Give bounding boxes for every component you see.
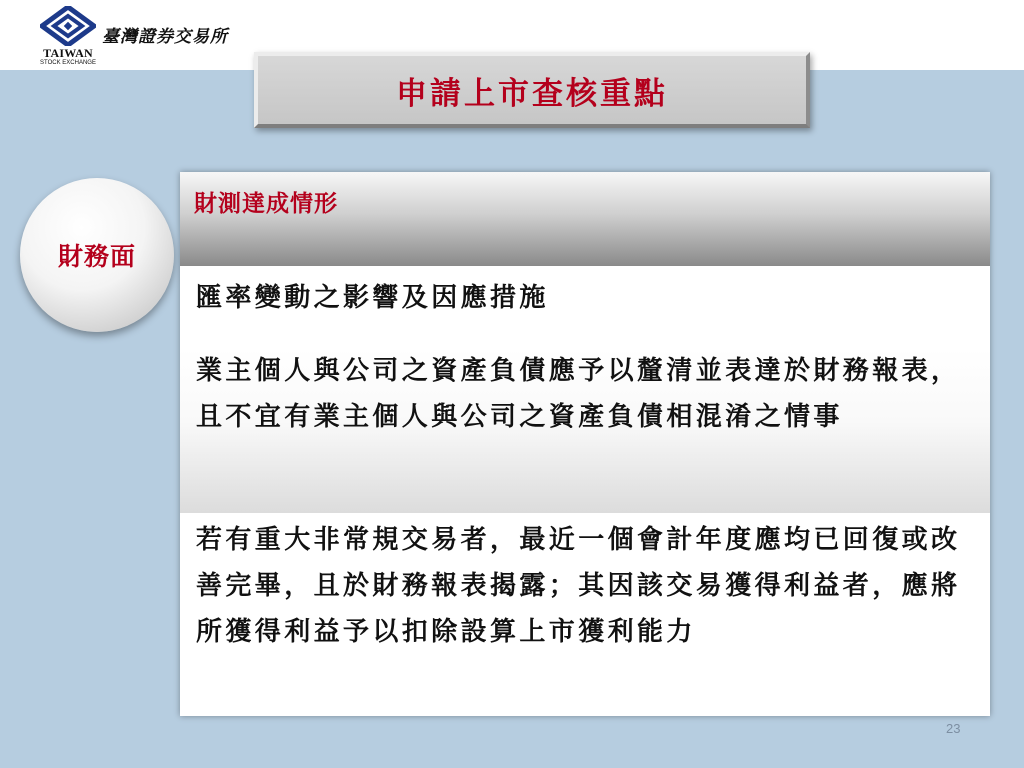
content-panel: [180, 172, 990, 716]
twse-logo: [36, 6, 100, 68]
logo-wordmark: TAIWAN: [43, 46, 93, 60]
list-item: 若有重大非常規交易者，最近一個會計年度應均已回復或改善完畢，且於財務報表揭露；其因該交易獲得利益者，應將所獲得利益予以扣除設算上市獲利能力: [180, 517, 990, 707]
slide-title-box: [254, 52, 810, 128]
section-header: [180, 172, 990, 266]
list-item: 業主個人與公司之資產負債應予以釐清並表達於財務報表，且不宜有業主個人與公司之資產負債相混淆之情事: [180, 348, 990, 513]
page-number: 23: [946, 721, 961, 736]
section-title: 財測達成情形: [194, 190, 338, 217]
logo-subtext: STOCK EXCHANGE: [40, 60, 96, 66]
list-item: 匯率變動之影響及因應措施: [180, 275, 990, 335]
twse-logo-icon: [40, 6, 96, 46]
slide-title: 申請上市查核重點: [396, 75, 668, 112]
organization-name: 臺灣證券交易所: [102, 27, 228, 47]
category-circle: [20, 178, 174, 332]
category-label: 財務面: [57, 242, 136, 271]
